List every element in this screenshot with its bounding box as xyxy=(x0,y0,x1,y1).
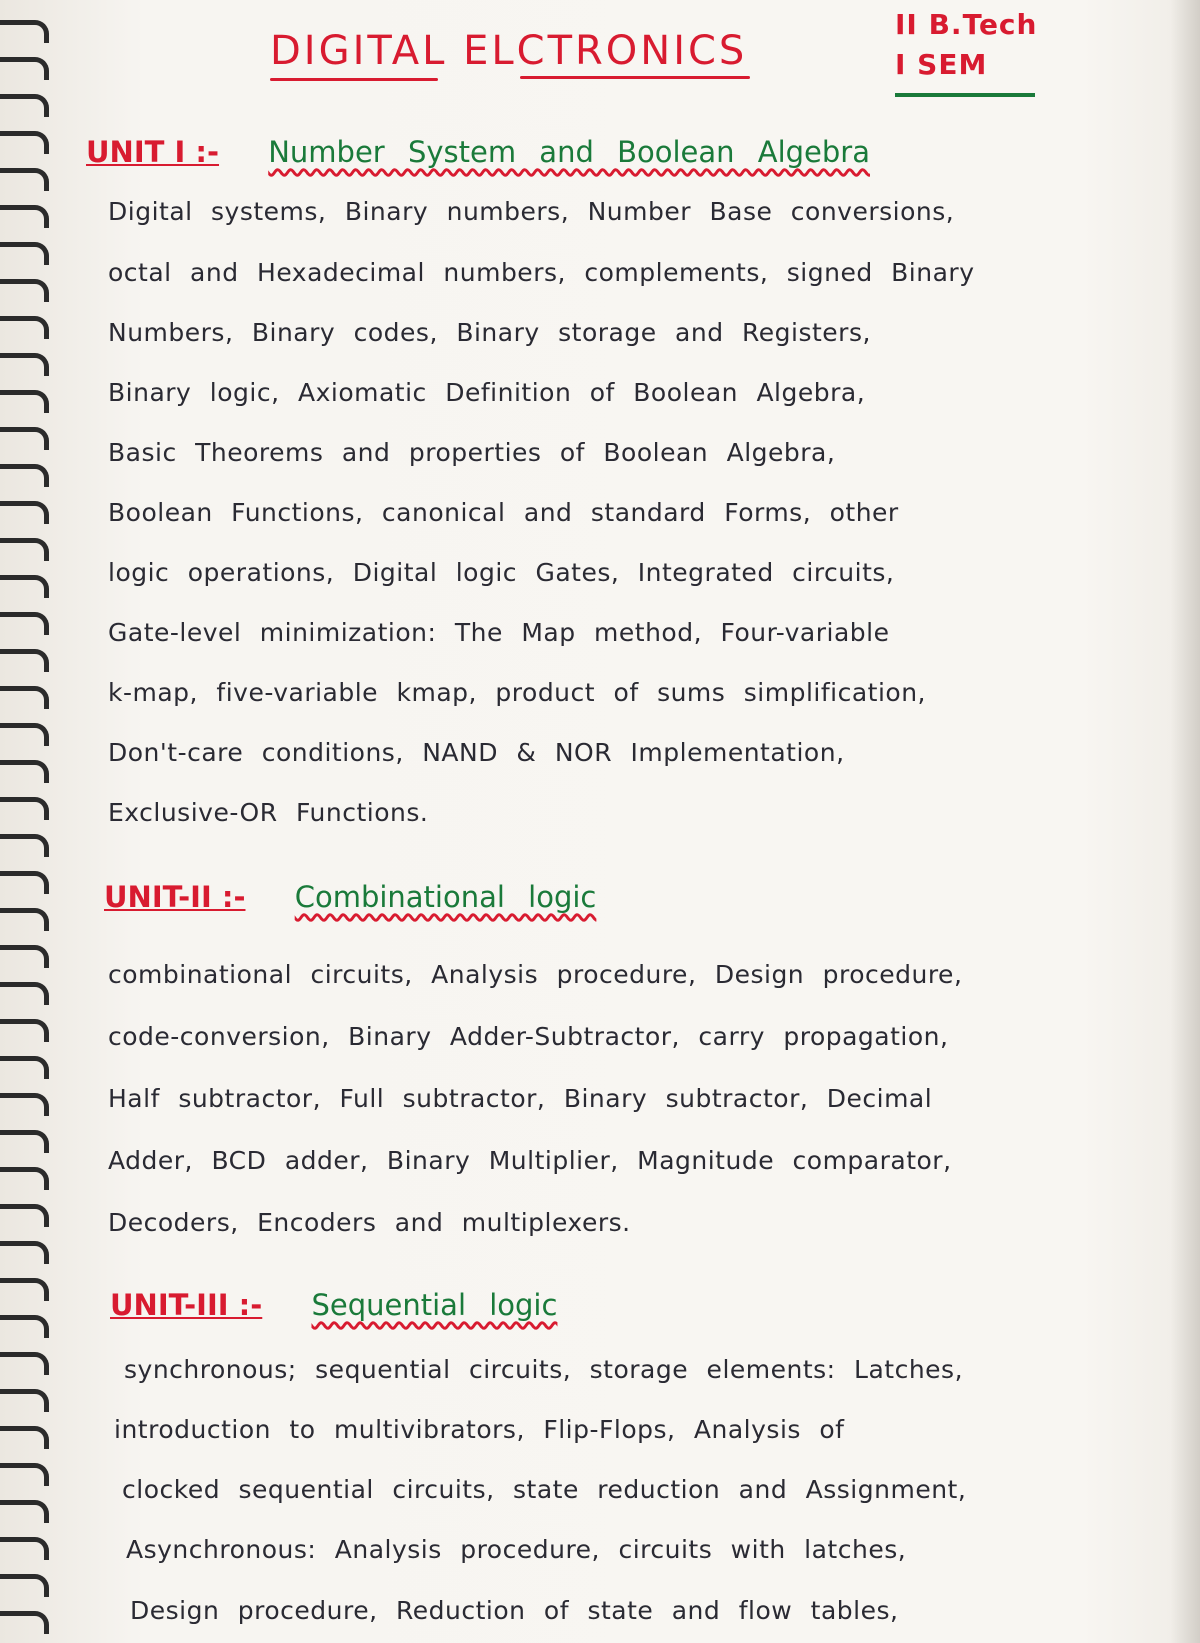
unit-3-line-4: Asynchronous: Analysis procedure, circuits with latches, xyxy=(126,1535,907,1564)
spiral-ring xyxy=(0,353,49,376)
unit-3-topic: Sequential logic xyxy=(311,1288,558,1322)
spiral-ring xyxy=(0,1093,49,1116)
spiral-ring xyxy=(0,390,49,413)
unit-2-line-3: Half subtractor, Full subtractor, Binary subtractor, Decimal xyxy=(108,1084,933,1113)
unit-1-label: UNIT I :- xyxy=(86,135,220,169)
unit-1-topic: Number System and Boolean Algebra xyxy=(268,135,870,169)
course-year: II B.Tech xyxy=(895,8,1038,41)
unit-1-line-5: Basic Theorems and properties of Boolean Algebra, xyxy=(108,438,836,467)
unit-2-line-2: code-conversion, Binary Adder-Subtractor, carry propagation, xyxy=(108,1022,949,1051)
title-underline-2 xyxy=(520,76,750,79)
spiral-binding xyxy=(0,0,70,1643)
spiral-ring xyxy=(0,168,49,191)
spiral-ring xyxy=(0,1352,49,1375)
spiral-ring xyxy=(0,575,49,598)
unit-1-line-1: Digital systems, Binary numbers, Number Base conversions, xyxy=(108,197,955,226)
spiral-ring xyxy=(0,797,49,820)
spiral-ring xyxy=(0,1574,49,1597)
spiral-ring xyxy=(0,1204,49,1227)
spiral-ring xyxy=(0,760,49,783)
unit-2-line-5: Decoders, Encoders and multiplexers. xyxy=(108,1208,631,1237)
spiral-ring xyxy=(0,57,49,80)
spiral-ring xyxy=(0,242,49,265)
spiral-ring xyxy=(0,1463,49,1486)
spiral-ring xyxy=(0,612,49,635)
unit-1-line-9: k-map, five-variable kmap, product of sums simplification, xyxy=(108,678,926,707)
unit-1-line-11: Exclusive-OR Functions. xyxy=(108,798,429,827)
unit-3-line-2: introduction to multivibrators, Flip-Flops, Analysis of xyxy=(114,1415,845,1444)
spiral-ring xyxy=(0,1389,49,1412)
unit-1-line-7: logic operations, Digital logic Gates, Integrated circuits, xyxy=(108,558,895,587)
spiral-ring xyxy=(0,20,49,43)
unit-2-topic: Combinational logic xyxy=(294,880,597,914)
spiral-ring xyxy=(0,1500,49,1523)
unit-1-heading xyxy=(86,135,870,169)
spiral-ring xyxy=(0,1241,49,1264)
unit-2-line-4: Adder, BCD adder, Binary Multiplier, Magnitude comparator, xyxy=(108,1146,952,1175)
unit-2-label: UNIT-II :- xyxy=(104,880,246,914)
title-underline-1 xyxy=(270,78,438,81)
spiral-ring xyxy=(0,871,49,894)
page-edge-shadow xyxy=(1170,0,1200,1643)
spiral-ring xyxy=(0,649,49,672)
spiral-ring xyxy=(0,723,49,746)
unit-2-line-1: combinational circuits, Analysis procedure, Design procedure, xyxy=(108,960,963,989)
spiral-ring xyxy=(0,945,49,968)
course-semester: I SEM xyxy=(895,48,988,81)
unit-1-line-6: Boolean Functions, canonical and standard Forms, other xyxy=(108,498,899,527)
spiral-ring xyxy=(0,464,49,487)
spiral-ring xyxy=(0,1611,49,1634)
spiral-ring xyxy=(0,1056,49,1079)
spiral-ring xyxy=(0,427,49,450)
spiral-ring xyxy=(0,982,49,1005)
unit-3-heading xyxy=(110,1288,557,1322)
spiral-ring xyxy=(0,501,49,524)
spiral-ring xyxy=(0,834,49,857)
spiral-ring xyxy=(0,538,49,561)
spiral-ring xyxy=(0,205,49,228)
unit-3-line-1: synchronous; sequential circuits, storage elements: Latches, xyxy=(124,1355,964,1384)
unit-3-label: UNIT-III :- xyxy=(110,1288,263,1322)
spiral-ring xyxy=(0,94,49,117)
page-title: DIGITAL ELCTRONICS xyxy=(270,28,748,74)
spiral-ring xyxy=(0,686,49,709)
spiral-ring xyxy=(0,131,49,154)
unit-2-heading xyxy=(104,880,596,914)
spiral-ring xyxy=(0,1426,49,1449)
unit-1-line-2: octal and Hexadecimal numbers, complements, signed Binary xyxy=(108,258,975,287)
spiral-ring xyxy=(0,908,49,931)
unit-3-line-5: Design procedure, Reduction of state and flow tables, xyxy=(130,1596,899,1625)
spiral-ring xyxy=(0,1315,49,1338)
unit-1-line-3: Numbers, Binary codes, Binary storage and Registers, xyxy=(108,318,871,347)
spiral-ring xyxy=(0,1278,49,1301)
spiral-ring xyxy=(0,1167,49,1190)
semester-underline xyxy=(895,93,1035,97)
spiral-ring xyxy=(0,1019,49,1042)
spiral-ring xyxy=(0,1537,49,1560)
spiral-ring xyxy=(0,316,49,339)
unit-1-line-4: Binary logic, Axiomatic Definition of Boolean Algebra, xyxy=(108,378,866,407)
unit-3-line-3: clocked sequential circuits, state reduction and Assignment, xyxy=(122,1475,967,1504)
spiral-ring xyxy=(0,279,49,302)
unit-1-line-10: Don't-care conditions, NAND & NOR Implementation, xyxy=(108,738,845,767)
spiral-ring xyxy=(0,1130,49,1153)
unit-1-line-8: Gate-level minimization: The Map method, Four-variable xyxy=(108,618,890,647)
